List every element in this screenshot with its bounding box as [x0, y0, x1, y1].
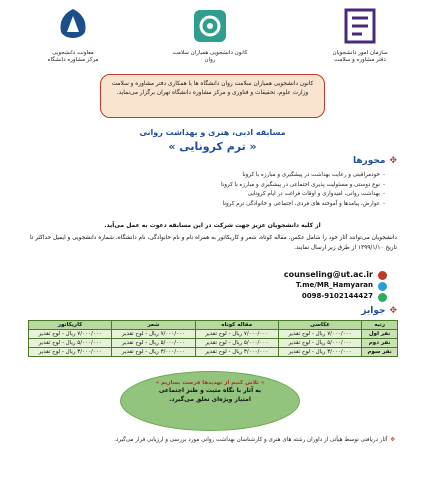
table-row — [29, 348, 398, 357]
logo-right-caption-2: دفتر مشاوره و سلامت — [334, 57, 386, 63]
hamyaran-emblem-icon — [190, 6, 230, 46]
logo-right-caption-1: سازمان امور دانشجویان — [332, 50, 388, 56]
axis-item: - خودمراقبتی و رعایت بهداشت در پیشگیری و مبارزه با کرونا — [55, 171, 385, 181]
prizes-heading-label: جوایز — [361, 306, 386, 316]
star-bullet-icon: ✥ — [390, 437, 395, 443]
prize-cell: ۳/۰۰۰/۰۰۰ ریال - لوح تقدیر — [29, 348, 112, 357]
slogan-oval — [120, 371, 300, 431]
prize-cell: ۳/۰۰۰/۰۰۰ ریال - لوح تقدیر — [112, 348, 195, 357]
page-title: مسابقه ادبی، هنری و بهداشت روانی — [139, 128, 286, 137]
axis-item: - بهداشت روانی، امیدواری و اوقات فراغت در ایام کرونایی — [55, 190, 385, 200]
logo-center-caption: کانون دانشجویی همیاران سلامت روان — [172, 50, 248, 63]
hamyaran-logo — [170, 6, 250, 64]
footnote — [25, 437, 395, 443]
star-bullet-icon: ✥ — [389, 306, 397, 316]
prize-cell: ۵/۰۰۰/۰۰۰ ریال - لوح تقدیر — [29, 339, 112, 348]
student-affairs-emblem-icon — [340, 6, 380, 46]
prize-cell: ۵/۰۰۰/۰۰۰ ریال - لوح تقدیر — [195, 339, 278, 348]
prize-cell: ۷/۰۰۰/۰۰۰ ریال - لوح تقدیر — [112, 330, 195, 339]
rank-cell: نفر اول — [362, 330, 398, 339]
logo-left-caption-2: مرکز مشاوره دانشگاه — [47, 57, 99, 63]
telegram-icon — [378, 282, 387, 291]
slogan-line-1: « تلاش کنیم از تهدیدها فرصت بسازیم » — [155, 380, 265, 386]
student-affairs-logo — [305, 6, 415, 64]
whatsapp-icon — [378, 293, 387, 302]
axes-heading — [353, 156, 397, 166]
prize-cell: ۷/۰۰۰/۰۰۰ ریال - لوح تقدیر — [278, 330, 361, 339]
slogan-line-3: امتیاز ویژه‌ای تعلق می‌گیرد. — [169, 396, 251, 403]
prize-cell: ۳/۰۰۰/۰۰۰ ریال - لوح تقدیر — [278, 348, 361, 357]
email-icon — [378, 271, 387, 280]
logo-left-caption-1: معاونت دانشجویی — [52, 50, 94, 56]
contact-email[interactable]: counseling@ut.ac.ir — [283, 270, 373, 279]
table-row — [29, 339, 398, 348]
announcement-box: کانون دانشجویی همیاران سلامت روان دانشگاه ها با همکاری دفتر مشاوره و سلامت وزارت علوم، تحقیقات و فناوری و مرکز مشاوره دانشگاه تهران برگزار می‌نماید. — [100, 74, 325, 118]
column-header: مقاله کوتاه — [195, 321, 278, 330]
prize-table — [28, 320, 398, 357]
university-logo — [18, 6, 128, 64]
prize-cell: ۷/۰۰۰/۰۰۰ ریال - لوح تقدیر — [29, 330, 112, 339]
table-row — [29, 330, 398, 339]
axis-item: - نوع دوستی و مسئولیت پذیری اجتماعی در پیشگیری و مبارزه با کرونا — [55, 181, 385, 191]
prize-cell: ۵/۰۰۰/۰۰۰ ریال - لوح تقدیر — [278, 339, 361, 348]
instructions-text: دانشجویان می‌توانند آثار خود را شامل عکس، مقاله کوتاه، شعر و کاریکاتور به همراه نام و نام خانوادگی، نام دانشگاه، شماره دانشجویی و ایمیل حداکثر تا تاریخ ۱۳۹۹/۱/۱۰ از طرق زیر ارسال نمایند. — [29, 235, 397, 251]
slogan-line-2: به آثار با نگاه مثبت و طنز اجتماعی — [158, 387, 262, 394]
column-header: عکاسی — [278, 321, 361, 330]
footnote-text: آثار دریافتی توسط هیأتی از داوران رشته های هنری و کارشناسان بهداشت روانی مورد بررسی و ارزیابی قرار می‌گیرد. — [114, 437, 388, 443]
column-header: کاریکاتور — [29, 321, 112, 330]
axes-heading-label: محورها — [352, 156, 386, 166]
table-header-row — [29, 321, 398, 330]
prize-cell: ۳/۰۰۰/۰۰۰ ریال - لوح تقدیر — [195, 348, 278, 357]
axis-item: - عوارض، پیامدها و آموخته های فردی، اجتماعی و خانوادگی ترم کرونا — [55, 200, 385, 210]
column-header: شعر — [112, 321, 195, 330]
rank-cell: نفر سوم — [362, 348, 398, 357]
column-header: رتبه — [362, 321, 398, 330]
star-bullet-icon: ✥ — [389, 156, 397, 166]
prizes-heading — [361, 306, 397, 316]
rank-cell: نفر دوم — [362, 339, 398, 348]
university-emblem-icon — [53, 6, 93, 46]
page-subtitle: « ترم کرونایی » — [168, 140, 257, 153]
contact-phone[interactable]: 0098-9102144427 — [301, 292, 373, 300]
invitation-text: از کلیه دانشجویان عزیز جهت شرکت در این مسابقه دعوت به عمل می‌آید. — [104, 222, 321, 229]
axes-list — [55, 171, 385, 209]
prize-cell: ۵/۰۰۰/۰۰۰ ریال - لوح تقدیر — [112, 339, 195, 348]
contact-telegram[interactable]: T.me/MR_Hamyaran — [295, 281, 373, 289]
prize-cell: ۷/۰۰۰/۰۰۰ ریال - لوح تقدیر — [195, 330, 278, 339]
